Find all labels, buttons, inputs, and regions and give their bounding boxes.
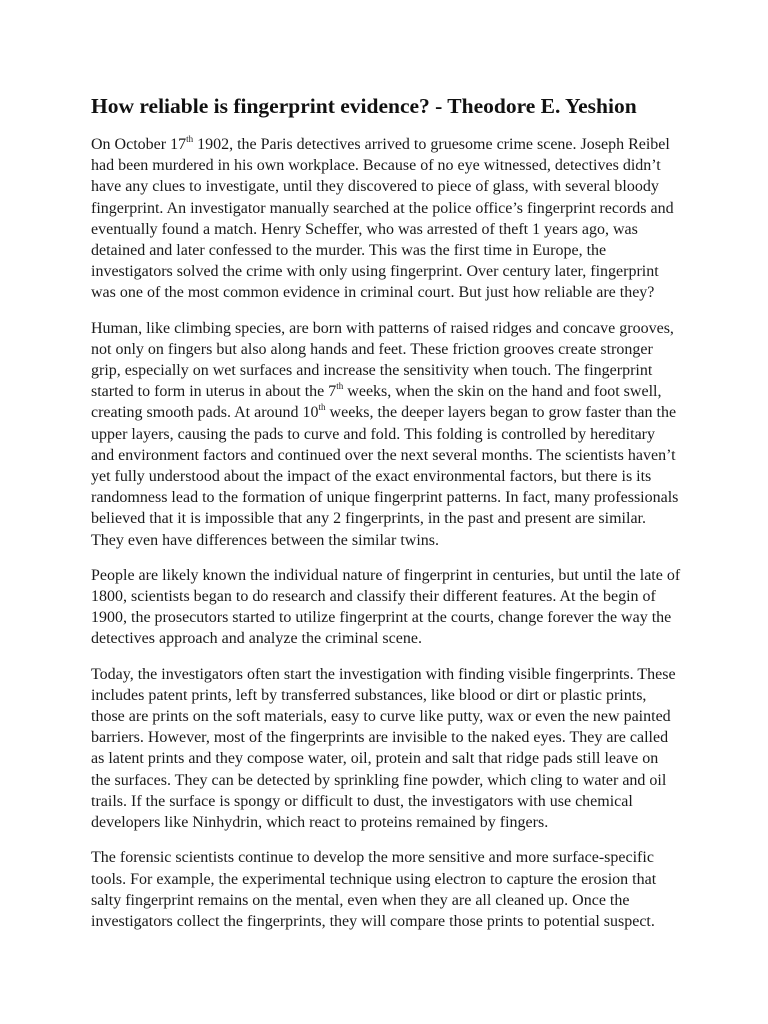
paragraph-2	[91, 318, 681, 551]
document-page	[91, 91, 681, 946]
ordinal-superscript: th	[318, 402, 326, 413]
paragraph-2-text-a: Human, like climbing species, are born with patterns of raised ridges and concave grooves, not only on fingers but also along hands and feet. These friction grooves create stronger grip, especially on wet surfaces and increase the sensitivity when touch. The fingerprint started to form in uterus in about the 7	[91, 319, 674, 401]
paragraph-3: People are likely known the individual nature of fingerprint in centuries, but until the late of 1800, scientists began to do research and classify their different features. At the begin of 1900, the prosecutors started to utilize fingerprint at the courts, change forever the way the detectives approach and analyze the criminal scene.	[91, 566, 681, 648]
document-title: How reliable is fingerprint evidence? - Theodore E. Yeshion	[91, 94, 637, 118]
paragraph-5: The forensic scientists continue to develop the more sensitive and more surface-specific tools. For example, the experimental technique using electron to capture the erosion that salty fingerprint remains on the mental, even when they are all cleaned up. Once the investigators collect the fingerprints, they will compare those prints to potential suspect.	[91, 849, 657, 930]
paragraph-1-text-a: On October 17	[91, 136, 187, 153]
paragraph-1-text-b: 1902, the Paris detectives arrived to gruesome crime scene. Joseph Reibel had been murdered in his own workplace. Because of no eye witnessed, detectives didn’t have any clues to investigate, until they discovered to piece of glass, with several bloody fingerprint. An investigator manually searched at the police office’s fingerprint records and eventually found a match. Henry Scheffer, who was arrested of theft 1 years ago, was detained and later confessed to the murder. This was the first time in Europe, the investigators solved the crime with only using fingerprint. Over century later, fingerprint was one of the most common evidence in criminal court. But just how reliable are they?	[91, 136, 674, 302]
ordinal-superscript: th	[186, 133, 194, 144]
paragraph-2-text-b: weeks, when the skin on the hand and foot swell, creating smooth pads. At around 10	[91, 383, 662, 422]
paragraph-2-text-c: weeks, the deeper layers began to grow faster than the upper layers, causing the pads to curve and fold. This folding is controlled by hereditary and environment factors and continued over the next several months. The scientists haven’t yet fully understood about the impact of the exact environmental factors, but there is its randomness lead to the formation of unique fingerprint patterns. In fact, many professionals believed that it is impossible that any 2 fingerprints, in the past and present are similar. They even have differences between the similar twins.	[91, 404, 679, 549]
paragraph-4: Today, the investigators often start the investigation with finding visible fingerprints. These includes patent prints, left by transferred substances, like blood or dirt or plastic prints, those are prints on the soft materials, easy to curve like putty, wax or even the new painted barriers. However, most of the fingerprints are invisible to the naked eyes. They are called as latent prints and they compose water, oil, protein and salt that ridge pads still leave on the surfaces. They can be detected by sprinkling fine powder, which cling to water and oil trails. If the surface is spongy or difficult to dust, the investigators with use chemical developers like Ninhydrin, which react to proteins remained by fingers.	[91, 665, 676, 832]
paragraph-1	[91, 134, 681, 304]
ordinal-superscript: th	[336, 380, 344, 391]
